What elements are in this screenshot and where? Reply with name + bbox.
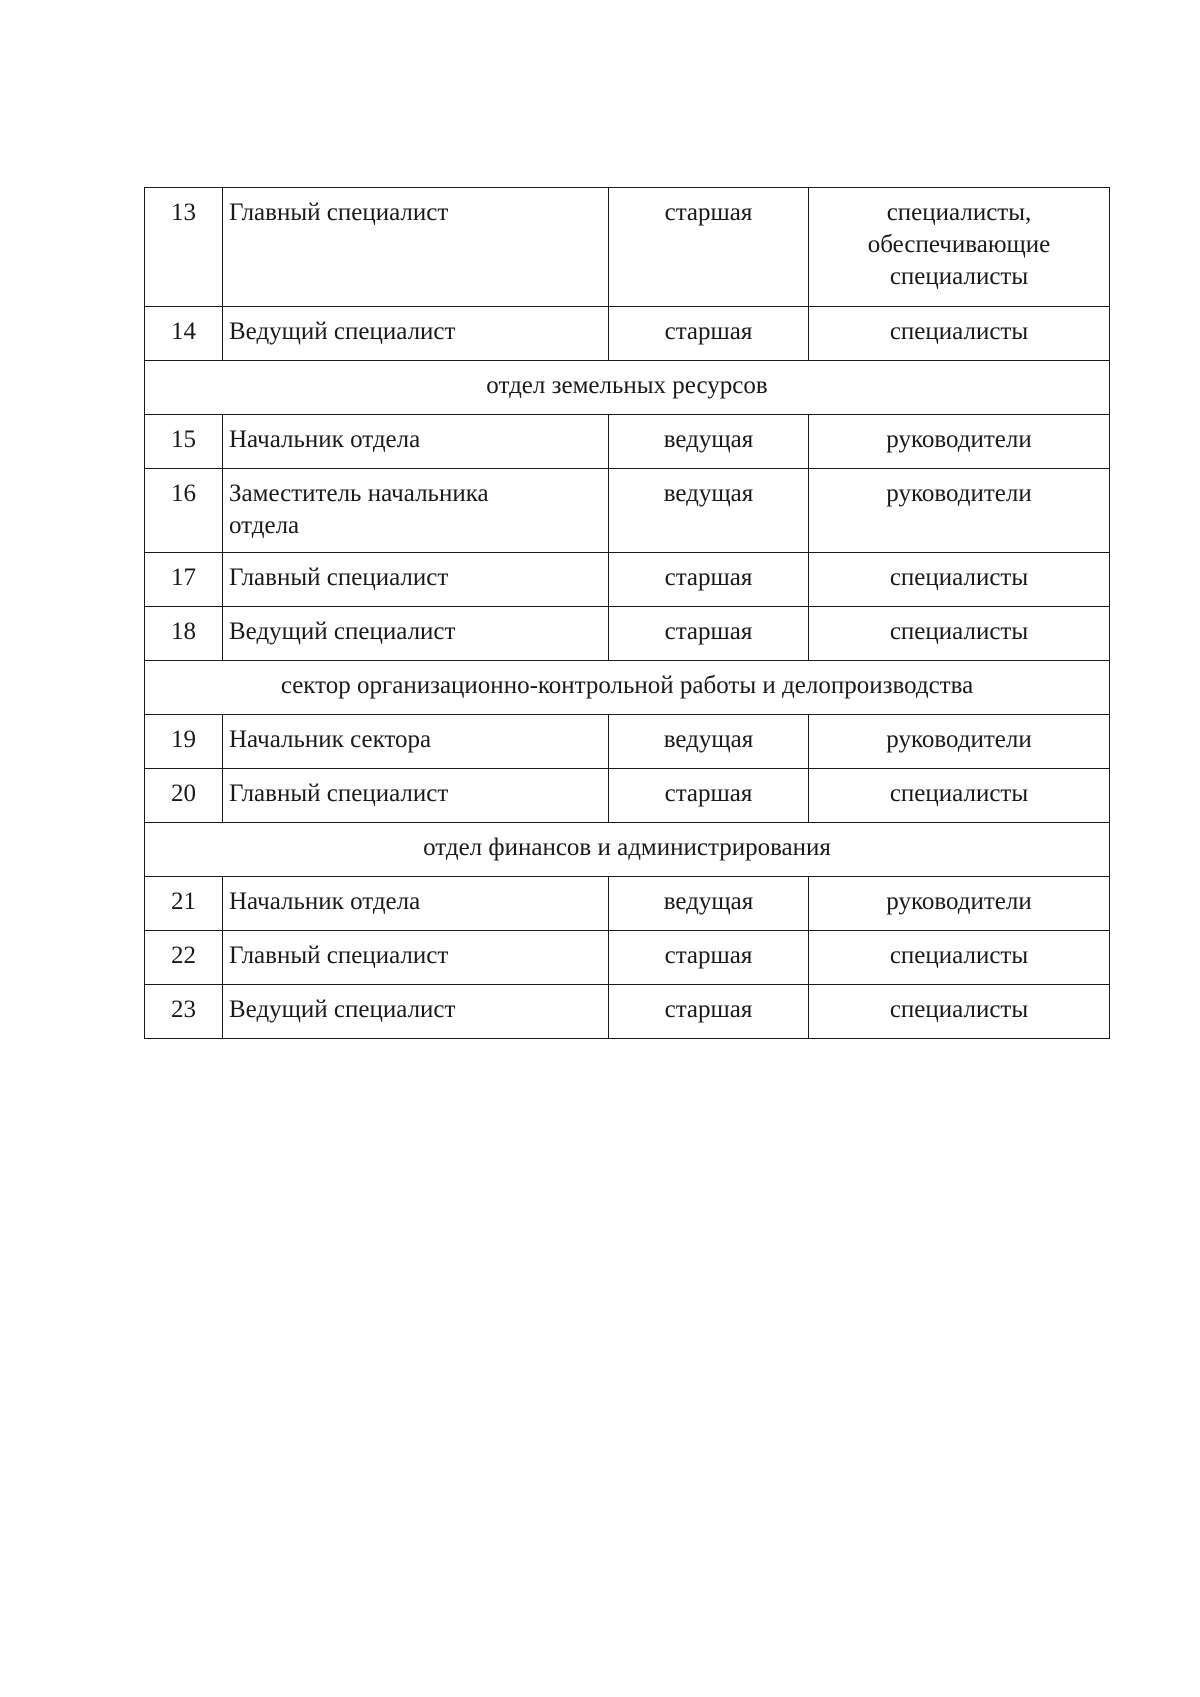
position-group: старшая	[609, 188, 809, 307]
table-row	[145, 877, 1110, 931]
section-header-row	[145, 661, 1110, 715]
row-number: 23	[145, 985, 223, 1039]
row-number: 18	[145, 607, 223, 661]
position-group: старшая	[609, 553, 809, 607]
section-title: сектор организационно-контрольной работы и делопроизводства	[145, 661, 1110, 715]
position-category: специалисты	[889, 996, 1029, 1023]
position-group: ведущая	[609, 877, 809, 931]
position-title: Главный специалист	[229, 942, 449, 969]
section-title: отдел земельных ресурсов	[145, 361, 1110, 415]
position-title: Главный специалист	[229, 199, 449, 226]
position-cell	[223, 553, 609, 607]
position-cell	[223, 469, 609, 553]
position-category: специалисты	[889, 780, 1029, 807]
section-header-row	[145, 823, 1110, 877]
position-category: руководители	[886, 726, 1032, 753]
position-title: Ведущий специалист	[229, 318, 456, 345]
position-group: ведущая	[609, 469, 809, 553]
position-category: обеспечивающие	[867, 231, 1051, 258]
row-number: 14	[145, 307, 223, 361]
position-category: руководители	[886, 426, 1032, 453]
position-category-cell	[809, 985, 1110, 1039]
position-title: Заместитель начальника	[229, 480, 489, 507]
position-group: старшая	[609, 607, 809, 661]
position-category: специалисты	[889, 318, 1029, 345]
row-number: 16	[145, 469, 223, 553]
row-number: 13	[145, 188, 223, 307]
position-cell	[223, 877, 609, 931]
position-cell	[223, 985, 609, 1039]
section-title: отдел финансов и администрирования	[145, 823, 1110, 877]
positions-table	[144, 187, 1110, 1039]
table-row	[145, 769, 1110, 823]
row-number: 17	[145, 553, 223, 607]
position-cell	[223, 931, 609, 985]
position-cell	[223, 715, 609, 769]
section-header-row	[145, 361, 1110, 415]
position-category: специалисты	[889, 564, 1029, 591]
position-category: руководители	[886, 480, 1032, 507]
position-category-cell	[809, 931, 1110, 985]
position-cell	[223, 188, 609, 307]
position-group: старшая	[609, 769, 809, 823]
position-cell	[223, 769, 609, 823]
position-cell	[223, 607, 609, 661]
row-number: 21	[145, 877, 223, 931]
table-row	[145, 607, 1110, 661]
positions-table-body	[145, 188, 1110, 1039]
row-number: 15	[145, 415, 223, 469]
position-category-cell	[809, 307, 1110, 361]
position-group: ведущая	[609, 415, 809, 469]
table-row	[145, 715, 1110, 769]
position-group: ведущая	[609, 715, 809, 769]
position-title: Начальник сектора	[229, 726, 432, 753]
table-row	[145, 307, 1110, 361]
position-category-cell	[809, 715, 1110, 769]
table-row	[145, 469, 1110, 553]
position-title: Главный специалист	[229, 564, 449, 591]
row-number: 20	[145, 769, 223, 823]
table-row	[145, 931, 1110, 985]
table-row	[145, 188, 1110, 307]
position-category-cell	[809, 769, 1110, 823]
row-number: 22	[145, 931, 223, 985]
position-title: отдела	[229, 512, 300, 539]
position-group: старшая	[609, 985, 809, 1039]
position-category-cell	[809, 607, 1110, 661]
position-cell	[223, 307, 609, 361]
position-title: Ведущий специалист	[229, 996, 456, 1023]
position-category: специалисты	[889, 618, 1029, 645]
position-category-cell	[809, 415, 1110, 469]
position-category: специалисты	[889, 942, 1029, 969]
table-row	[145, 415, 1110, 469]
position-category: руководители	[886, 888, 1032, 915]
position-category-cell	[809, 469, 1110, 553]
table-row	[145, 553, 1110, 607]
position-title: Главный специалист	[229, 780, 449, 807]
position-title: Начальник отдела	[229, 426, 421, 453]
position-title: Ведущий специалист	[229, 618, 456, 645]
position-group: старшая	[609, 931, 809, 985]
table-row	[145, 985, 1110, 1039]
position-category: специалисты,	[886, 199, 1032, 226]
position-category-cell	[809, 553, 1110, 607]
position-category: специалисты	[889, 263, 1029, 290]
position-group: старшая	[609, 307, 809, 361]
position-category-cell	[809, 188, 1110, 307]
position-category-cell	[809, 877, 1110, 931]
row-number: 19	[145, 715, 223, 769]
position-title: Начальник отдела	[229, 888, 421, 915]
position-cell	[223, 415, 609, 469]
